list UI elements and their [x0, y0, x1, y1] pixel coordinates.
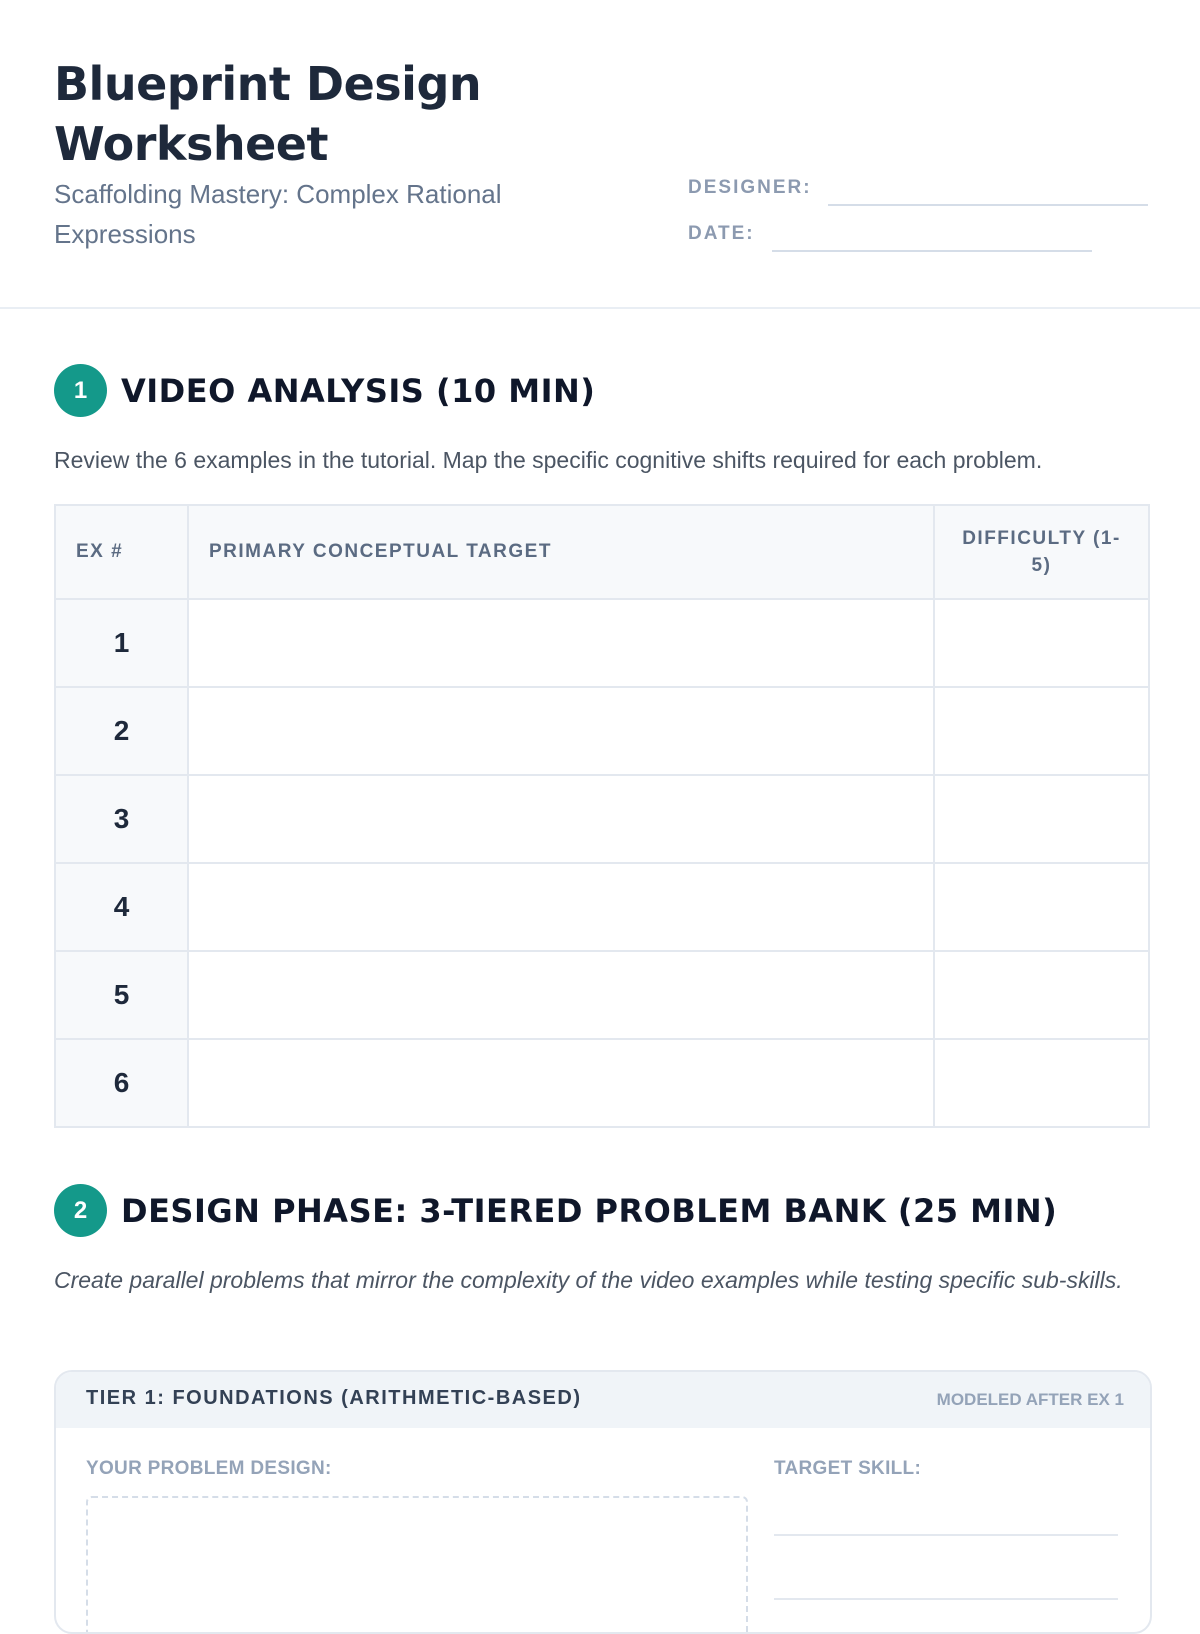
table-row [55, 775, 1149, 863]
column-header-ex: EX # [55, 505, 188, 599]
tier-1-title: TIER 1: FOUNDATIONS (ARITHMETIC-BASED) [86, 1387, 582, 1409]
section-2-heading [54, 1184, 1148, 1238]
section-2-title: DESIGN PHASE: 3-TIERED PROBLEM BANK (25 MIN) [121, 1192, 1058, 1230]
difficulty-cell[interactable] [934, 687, 1149, 775]
date-row [688, 223, 1092, 255]
table-header-row [55, 505, 1149, 599]
target-cell[interactable] [188, 1039, 934, 1127]
section-2-description: Create parallel problems that mirror the complexity of the video examples while testing specific sub-skills. [54, 1267, 1123, 1293]
section-1-badge: 1 [54, 364, 107, 417]
designer-row [688, 177, 1148, 209]
target-skill-line[interactable] [774, 1534, 1118, 1536]
table-row [55, 687, 1149, 775]
ex-number-cell: 2 [55, 687, 188, 775]
tier-1-header [56, 1372, 1150, 1428]
column-header-target: PRIMARY CONCEPTUAL TARGET [188, 505, 934, 599]
ex-number-cell: 3 [55, 775, 188, 863]
designer-label: DESIGNER: [688, 177, 812, 198]
problem-design-area[interactable] [86, 1496, 748, 1634]
video-analysis-table [54, 504, 1150, 1128]
ex-number-cell: 1 [55, 599, 188, 687]
date-label: DATE: [688, 223, 755, 244]
tier-1-card [54, 1370, 1152, 1634]
table-row [55, 951, 1149, 1039]
date-field[interactable] [772, 250, 1092, 252]
page-title: Blueprint Design Worksheet [54, 57, 482, 171]
target-skill-label: TARGET SKILL: [774, 1458, 922, 1479]
difficulty-cell[interactable] [934, 863, 1149, 951]
target-cell[interactable] [188, 863, 934, 951]
designer-field[interactable] [828, 204, 1148, 206]
target-cell[interactable] [188, 599, 934, 687]
column-header-difficulty: DIFFICULTY (1-5) [934, 505, 1149, 599]
ex-number-cell: 5 [55, 951, 188, 1039]
problem-design-label: YOUR PROBLEM DESIGN: [86, 1458, 332, 1479]
target-cell[interactable] [188, 687, 934, 775]
difficulty-cell[interactable] [934, 951, 1149, 1039]
section-1-description: Review the 6 examples in the tutorial. Map the specific cognitive shifts required for each problem. [54, 447, 1043, 473]
section-1-title: VIDEO ANALYSIS (10 MIN) [121, 372, 596, 410]
tier-1-modeled-after: MODELED AFTER EX 1 [936, 1390, 1124, 1409]
target-cell[interactable] [188, 775, 934, 863]
difficulty-cell[interactable] [934, 599, 1149, 687]
page-subtitle: Scaffolding Mastery: Complex Rational Expressions [54, 179, 502, 249]
ex-number-cell: 4 [55, 863, 188, 951]
table-row [55, 863, 1149, 951]
difficulty-cell[interactable] [934, 775, 1149, 863]
table-row [55, 599, 1149, 687]
difficulty-cell[interactable] [934, 1039, 1149, 1127]
section-1-heading [54, 364, 754, 418]
target-cell[interactable] [188, 951, 934, 1039]
ex-number-cell: 6 [55, 1039, 188, 1127]
worksheet-header [0, 0, 1200, 309]
table-row [55, 1039, 1149, 1127]
section-2-badge: 2 [54, 1184, 107, 1237]
